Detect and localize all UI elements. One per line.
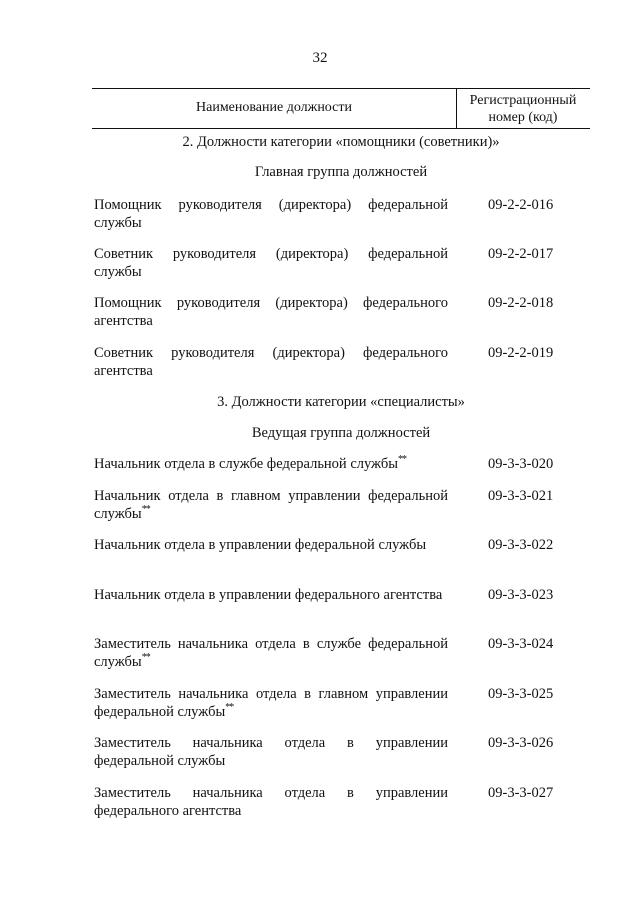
column-header-code-line2: номер (код) xyxy=(488,110,558,125)
position-name xyxy=(94,536,448,554)
registration-code: 09-3-3-025 xyxy=(488,686,554,702)
position-name: Советник руководителя (директора) федерального агентства xyxy=(94,345,448,379)
position-name-text: Начальник отдела в службе федеральной службы xyxy=(94,456,398,472)
position-name-text: Начальник отдела в главном управлении федеральной службы xyxy=(94,488,448,522)
position-name-text: Заместитель начальника отдела в управлении федеральной службы xyxy=(94,735,448,769)
section-3-title: 3. Должности категории «специалисты» xyxy=(217,394,465,410)
registration-code: 09-3-3-027 xyxy=(488,785,554,801)
registration-code: 09-2-2-016 xyxy=(488,197,554,213)
position-name xyxy=(94,685,448,721)
registration-code: 09-3-3-024 xyxy=(488,636,554,652)
registration-code: 09-3-3-023 xyxy=(488,587,554,603)
footnote-marker: ** xyxy=(225,702,234,714)
registration-code: 09-2-2-017 xyxy=(488,246,554,262)
position-name xyxy=(94,487,448,523)
footnote-marker: ** xyxy=(141,652,150,664)
page-number: 32 xyxy=(312,50,328,66)
registration-code: 09-2-2-019 xyxy=(488,345,554,361)
column-header-code xyxy=(456,92,590,126)
registration-code: 09-2-2-018 xyxy=(488,295,554,311)
table-header-top-rule xyxy=(92,88,590,89)
position-name: Помощник руководителя (директора) федеральной службы xyxy=(94,197,448,231)
section-2-group-title: Главная группа должностей xyxy=(254,164,428,180)
position-name xyxy=(94,455,448,473)
position-name-text: Начальник отдела в управлении федеральной службы xyxy=(94,537,427,553)
position-name xyxy=(94,586,448,604)
registration-code: 09-3-3-022 xyxy=(488,537,554,553)
column-header-code-line1: Регистрационный xyxy=(469,93,577,108)
registration-code: 09-3-3-021 xyxy=(488,488,554,504)
footnote-marker: ** xyxy=(141,504,150,516)
registration-code: 09-3-3-020 xyxy=(488,456,554,472)
registration-code: 09-3-3-026 xyxy=(488,735,554,751)
position-name-text: Заместитель начальника отдела в службе федеральной службы xyxy=(94,636,448,670)
position-name xyxy=(94,734,448,770)
position-name xyxy=(94,635,448,671)
position-name-text: Заместитель начальника отдела в управлении федерального агентства xyxy=(94,785,448,819)
section-2-title: 2. Должности категории «помощники (советники)» xyxy=(182,134,500,150)
position-name: Советник руководителя (директора) федеральной службы xyxy=(94,246,448,280)
position-name: Помощник руководителя (директора) федерального агентства xyxy=(94,295,448,329)
section-3-group-title: Ведущая группа должностей xyxy=(251,425,431,441)
position-name xyxy=(94,784,448,820)
position-name-text: Заместитель начальника отдела в главном управлении федеральной службы xyxy=(94,686,448,720)
table-header-bottom-rule xyxy=(92,128,590,129)
footnote-marker: ** xyxy=(398,454,406,466)
column-header-name: Наименование должности xyxy=(196,100,352,115)
position-name-text: Начальник отдела в управлении федерального агентства xyxy=(94,587,443,603)
